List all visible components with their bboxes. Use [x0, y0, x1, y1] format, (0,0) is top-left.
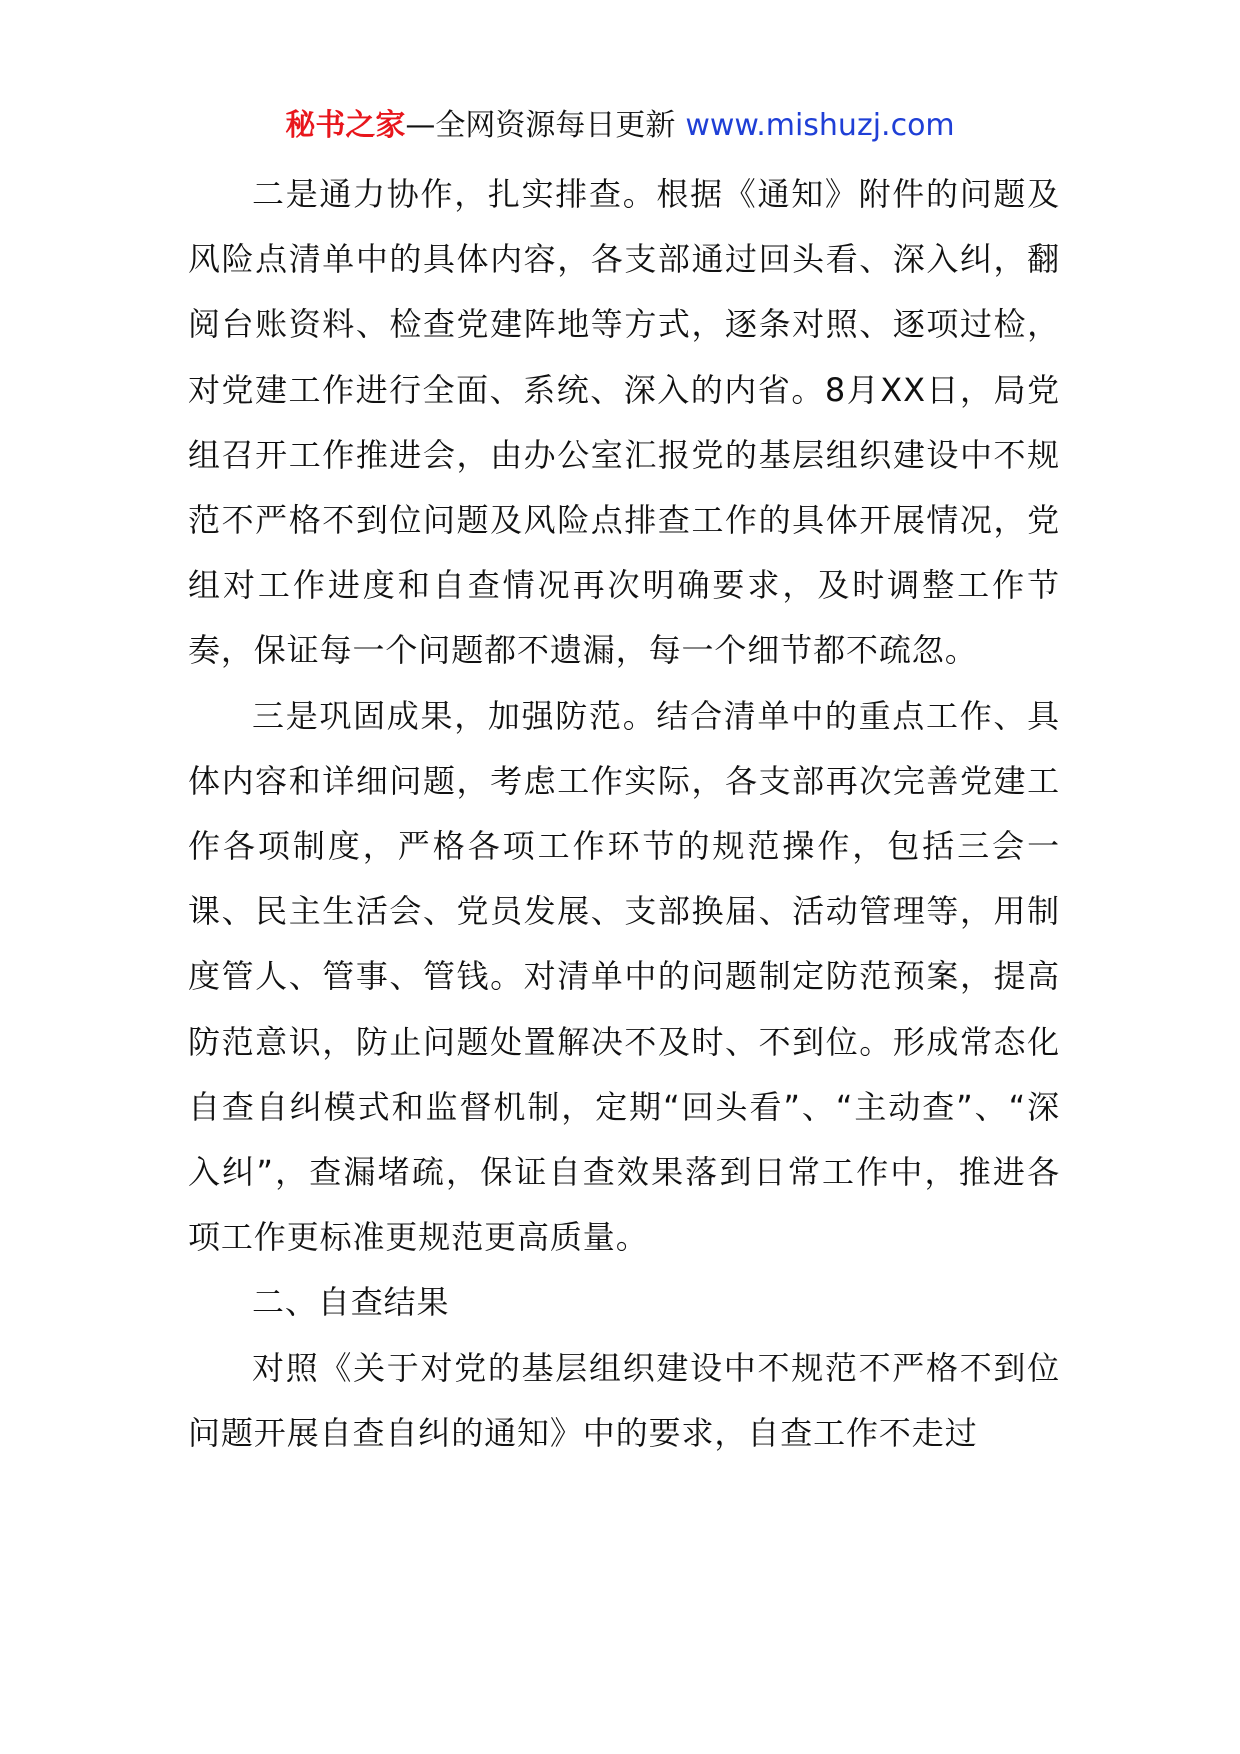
site-brand: 秘书之家 [285, 108, 406, 143]
paragraph-collaboration: 二是通力协作，扎实排查。根据《通知》附件的问题及风险点清单中的具体内容，各支部通过回头看、深入纠，翻阅台账资料、检查党建阵地等方式，逐条对照、逐项过检，对党建工作进行全面、系统、深入的内省。8月XX日，局党组召开工作推进会，由办公室汇报党的基层组织建设中不规范不严格不到位问题及风险点排查工作的具体开展情况，党组对工作进度和自查情况再次明确要求，及时调整工作节奏，保证每一个问题都不遗漏，每一个细节都不疏忽。 [188, 175, 1060, 670]
section-heading-self-check-results: 二、自查结果 [252, 1283, 450, 1322]
site-header [0, 104, 1240, 148]
site-url-link[interactable]: www.mishuzj.com [685, 108, 955, 143]
paragraph-self-check-results: 对照《关于对党的基层组织建设中不规范不严格不到位问题开展自查自纠的通知》中的要求，自查工作不走过 [188, 1348, 1060, 1452]
document-body [188, 162, 1060, 1466]
site-tagline: —全网资源每日更新 [405, 108, 676, 143]
paragraph-consolidation: 三是巩固成果，加强防范。结合清单中的重点工作、具体内容和详细问题，考虑工作实际，各支部再次完善党建工作各项制度，严格各项工作环节的规范操作，包括三会一课、民主生活会、党员发展、支部换届、活动管理等，用制度管人、管事、管钱。对清单中的问题制定防范预案，提高防范意识，防止问题处置解决不及时、不到位。形成常态化自查自纠模式和监督机制，定期“回头看”、“主动查”、“深入纠”，查漏堵疏，保证自查效果落到日常工作中，推进各项工作更标准更规范更高质量。 [188, 696, 1060, 1257]
